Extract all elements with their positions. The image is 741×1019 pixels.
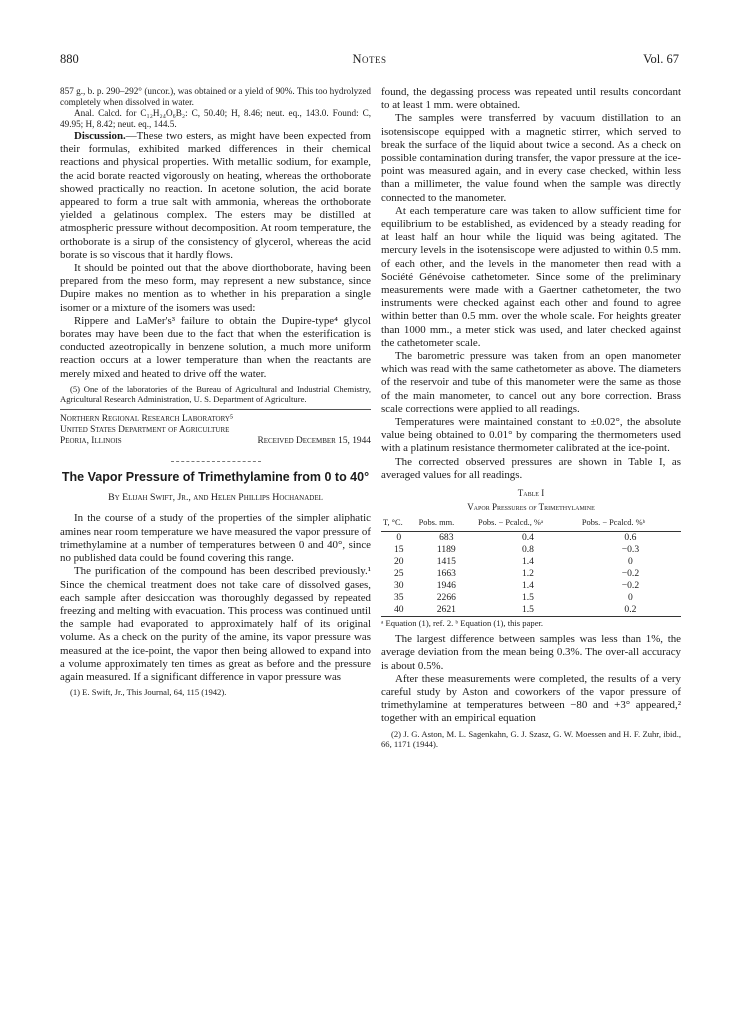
table-cell: 1946 — [436, 580, 456, 592]
paragraph-found: found, the degassing process was repeated until results concordant to at least 1 mm. were obtained. — [381, 86, 681, 112]
table-body — [381, 532, 681, 617]
table-cell: 0 — [628, 592, 633, 604]
footnote-2: (2) J. G. Aston, M. L. Sagenkahn, G. J. Szasz, G. W. Moessen and H. F. Zuhr, ibid., 66, 1171 (1944). — [381, 728, 681, 749]
received-date: Received December 15, 1944 — [257, 436, 371, 447]
table-cell: 35 — [394, 592, 404, 604]
table-header-row — [381, 515, 681, 532]
table-cell: 0.2 — [624, 604, 637, 616]
table-cell: 0.6 — [624, 532, 637, 544]
lab-line-2: United States Department of Agriculture — [60, 424, 230, 435]
table-cell: 2266 — [436, 592, 456, 604]
table-cell: 0.4 — [521, 532, 534, 544]
paragraph-temperatures: Temperatures were maintained constant to ±0.02°, the absolute value being obtained to 0.01° by comparing the thermometers used with a platinum resistance thermometer calibrated at the ice-point. — [381, 416, 681, 455]
discussion-text: —These two esters, as might have been expected from their formulas, exhibited marked differences in their chemical reactions and physical properties. With metallic sodium, for example, the acid borate reacted vigorously on heating, whereas the orthoborate showed practically no reaction. In acetone solution, the acid borate appeared to form a true salt with ammonia, whereas the orthoborate yielded a gelatinous complex. The esters may be distilled at atmospheric pressure without decomposition. At room temperature, the orthoborate is a sirup of the consistency of glycerol, whereas the acid borate is so viscous that it hardly flows. — [60, 130, 371, 261]
table-header-cell: Pobs. mm. — [417, 515, 476, 532]
vapor-pressure-table — [381, 515, 681, 616]
table-row — [381, 580, 681, 592]
lab-location: Peoria, Illinois — [60, 436, 122, 447]
paragraph-largest: The largest difference between samples was less than 1%, the average deviation from the mean being 0.3%. The over-all accuracy is about 0.5%. — [381, 633, 681, 672]
table-cell: 30 — [394, 580, 404, 592]
table-row — [381, 532, 681, 545]
table-header-cell: Pobs. − Pcalcd. %ᵇ — [580, 515, 681, 532]
table-footnotes: ᵃ Equation (1), ref. 2. ᵇ Equation (1), this paper. — [381, 616, 681, 629]
volume-label: Vol. 67 — [643, 52, 679, 66]
table-cell: 1189 — [436, 544, 456, 556]
table-cell: 0.8 — [521, 544, 534, 556]
table-cell: 20 — [394, 556, 404, 568]
paragraph-barometric: The barometric pressure was taken from an open manometer which was read with the same cathetometer as above. The diameters of the reservoir and tube of this manometer were the same as those of the main manometer, to cancel out any bore correction. Brass scale corrections were applied to all readings. — [381, 350, 681, 415]
paragraph-discussion — [60, 130, 371, 262]
page-number: 880 — [60, 52, 79, 66]
right-column — [381, 86, 681, 749]
table-caption: Vapor Pressures of Trimethylamine — [467, 502, 595, 513]
table-row — [381, 544, 681, 556]
table-cell: −0.2 — [621, 568, 640, 580]
table-header-cell: Pobs. − Pcalcd., %ᵃ — [476, 515, 580, 532]
table-cell: 1.5 — [521, 592, 534, 604]
section-divider — [171, 461, 261, 462]
table-cell: 1.5 — [521, 604, 534, 616]
running-header — [60, 52, 679, 70]
article-title: The Vapor Pressure of Trimethylamine from 0 to 40° — [61, 470, 370, 485]
footnote-1: (1) E. Swift, Jr., This Journal, 64, 115 (1942). — [70, 687, 227, 698]
section-title: Notes — [352, 52, 387, 66]
table-cell: 1.4 — [521, 556, 534, 568]
table-header-cell: T, °C. — [381, 515, 417, 532]
table-row — [381, 592, 681, 604]
table-cell: 15 — [394, 544, 404, 556]
discussion-heading: Discussion. — [74, 130, 126, 142]
table-cell: 1.2 — [521, 568, 534, 580]
table-cell: 1415 — [436, 556, 456, 568]
table-cell: 25 — [394, 568, 404, 580]
lab-line-3 — [60, 436, 371, 447]
article-byline: By Elijah Swift, Jr., and Helen Phillips Hochanadel — [108, 492, 323, 504]
paragraph-anal: Anal. Calcd. for C₁₂H₂₄O₆B₂: C, 50.40; H, 8.46; neut. eq., 143.0. Found: C, 49.95; H, 8.42; neut. eq., 144.5. — [60, 108, 371, 129]
paragraph-corrected: The corrected observed pressures are shown in Table I, as averaged values for all readings. — [381, 455, 681, 481]
paragraph-meso: It should be pointed out that the above diorthoborate, having been prepared from the meso form, may represent a new substance, since Dupire makes no mention as to whether in his preparation a single isomer or a mixture of the isomers was used: — [60, 262, 371, 314]
paragraph-after: After these measurements were completed, the results of a very careful study by Aston and coworkers of the vapor pressure of trimethylamine at temperatures between −80 and +3° appeared,² together with an empirical equation — [381, 672, 681, 725]
table-cell: 683 — [439, 532, 454, 544]
table-cell: 1.4 — [521, 580, 534, 592]
table-row — [381, 556, 681, 568]
table-cell: −0.2 — [621, 580, 640, 592]
table-row — [381, 604, 681, 616]
paragraph-rippere: Rippere and LaMer's³ failure to obtain the Dupire-type⁴ glycol borates may have been due to the fact that when the esterification is conducted azeotropically in benzene solution, a much more uniform reaction occurs at a lower temperature than when the reactants are merely mixed and heated to drive off the water. — [60, 314, 371, 380]
lab-line-1: Northern Regional Research Laboratory⁵ — [60, 413, 234, 424]
footnote-5: (5) One of the laboratories of the Bureau of Agricultural and Industrial Chemistry, Agricultural Research Administration, U. S. Department of Agriculture. — [60, 383, 371, 405]
paragraph-purification: The purification of the compound has been described previously.¹ Since the chemical treatment does not take care of dissolved gases, each sample after desiccation was thoroughly degassed by repeated freezing and melting with evacuation. This process was continued until the sample had evaporated to approximately half of its original volume. As a check on the purity of the amine, its vapor pressure was measured at the ice-point, the vapor then being allowed to expand into a volume approximately ten times as great as before and the pressure again measured. If a significant difference in vapor pressure was — [60, 565, 371, 683]
table-cell: −0.3 — [621, 544, 640, 556]
table-cell: 0 — [396, 532, 402, 544]
table-label: Table I — [517, 488, 545, 499]
left-column — [60, 86, 371, 698]
table-cell: 2621 — [436, 604, 456, 616]
paragraph-samples: The samples were transferred by vacuum distillation to an isotensiscope equipped with a magnetic stirrer, which served to break the surface of the liquid about twice a second. As a check on possible contamination during transfer, the vapor pressure at the ice-point was measured again, and in every case checked, within less than a millimeter, the value found when the sample was directly connected to the manometer. — [381, 112, 681, 204]
table-row — [381, 568, 681, 580]
table-cell: 1663 — [436, 568, 456, 580]
paragraph-course: In the course of a study of the properties of the simpler aliphatic amines near room temperature we have measured the vapor pressure of trimethylamine at a number of temperatures between 0 and 40°, since no published data could be found covering this range. — [60, 512, 371, 565]
divider — [60, 409, 371, 410]
paragraph-each: At each temperature care was taken to allow sufficient time for equilibrium to be established, as evidenced by a steady reading for at least half an hour while the liquid was being agitated. The mercury levels in the isotensiscope were adjusted to within 0.5 mm. of each other, and the levels in the manometer then read with a Société Génévoise cathetometer. Since some of the preliminary measurements were made with a Gaertner cathetometer, the two instruments were checked against each other and found to agree within better than 0.5 mm. over the whole scale. For heights greater than 1000 mm., a meter stick was used, and later checked against the cathetometer scale. — [381, 204, 681, 349]
paragraph-intro: 857 g., b. p. 290–292° (uncor.), was obtained or a yield of 90%. This too hydrolyzed completely when dissolved in water. — [60, 86, 371, 107]
table-cell: 0 — [628, 556, 633, 568]
table-cell: 40 — [394, 604, 404, 616]
